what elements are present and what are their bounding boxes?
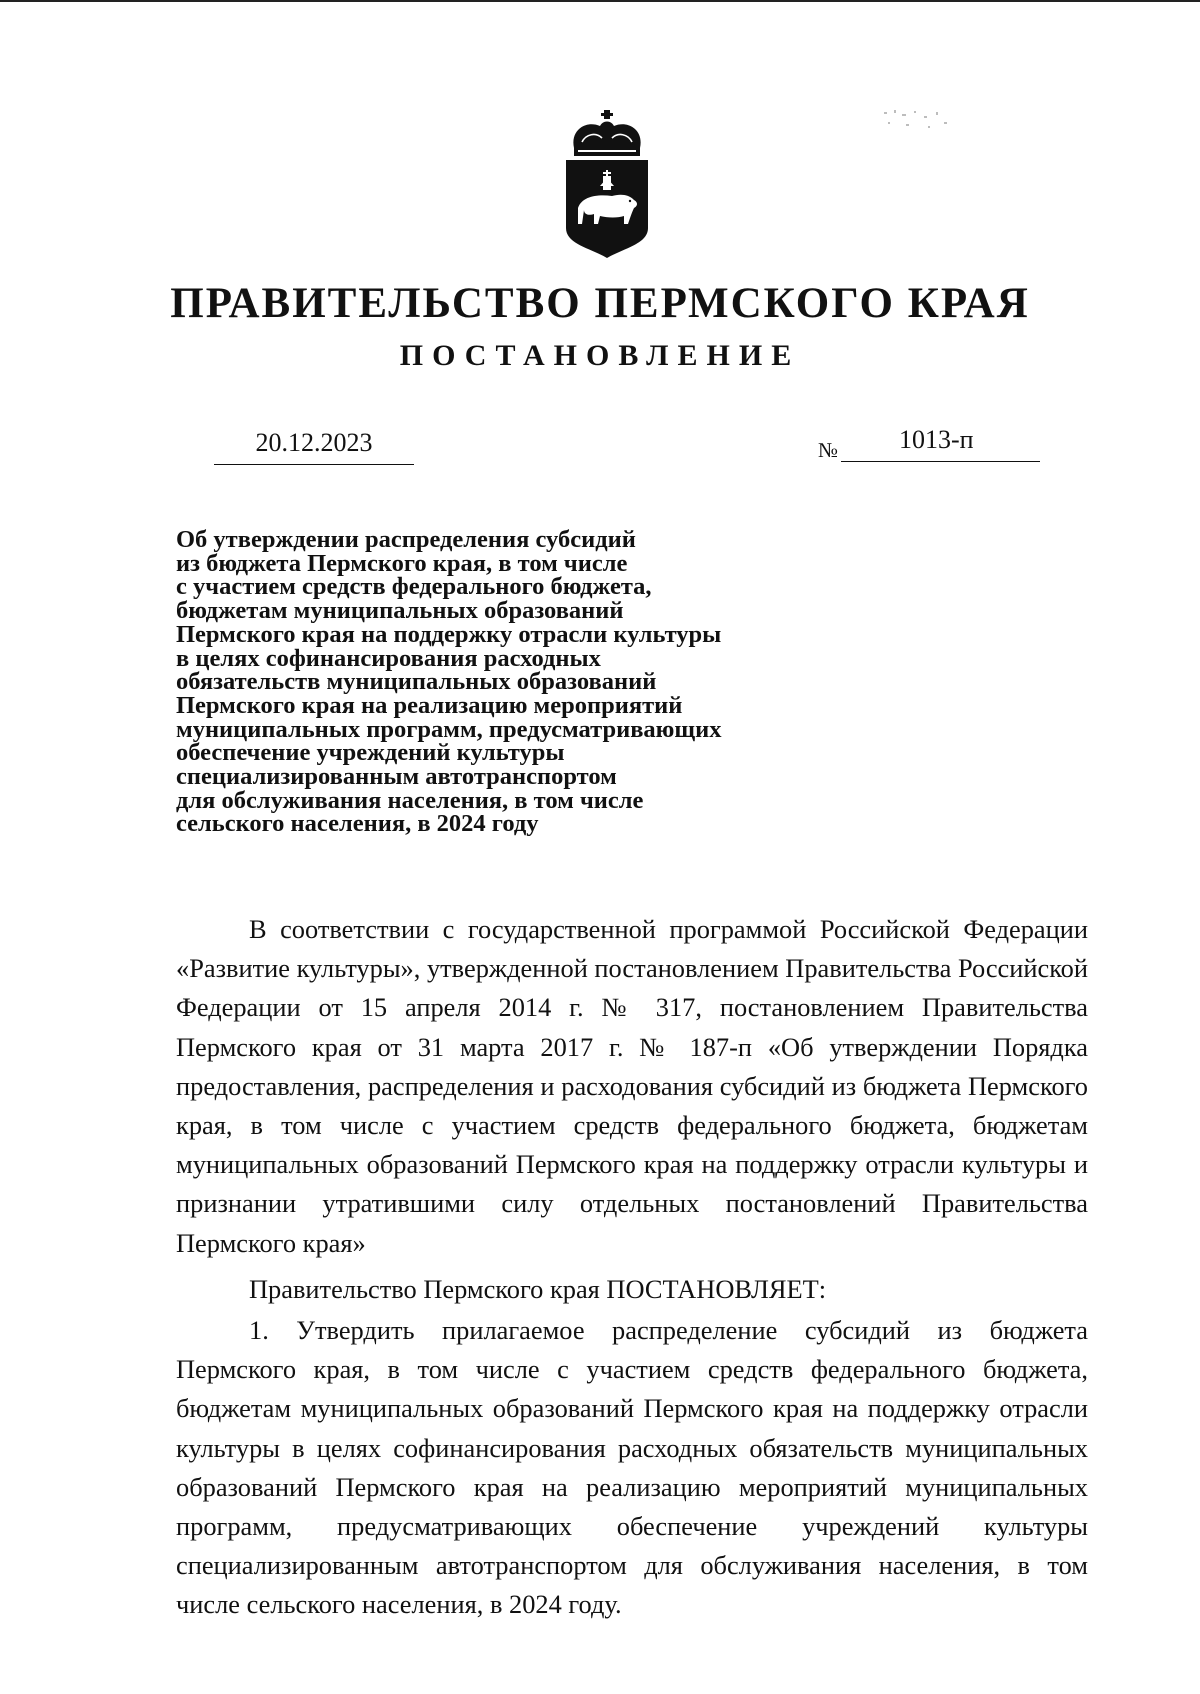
number-sign: №: [818, 438, 839, 462]
crown-icon: [573, 110, 640, 156]
perm-krai-coat-of-arms-icon: [562, 108, 652, 260]
subject-line: бюджетам муниципальных образований: [176, 597, 624, 625]
subject-line: обеспечение учреждений культуры: [176, 739, 565, 767]
scan-noise-mark: [880, 108, 960, 136]
subject-line: специализированным автотранспортом: [176, 763, 617, 791]
preamble-paragraph: В соответствии с государственной программой Российской Федерации «Развитие культуры», утвержденной постановлением Правительства Российской Федерации от 15 апреля 2014 г. № 317, постановлением Правительства Пермского края от 31 марта 2017 г. № 187-п «Об утверждении Порядка предоставления, распределения и расходования субсидий из бюджета Пермского края, в том числе с участием средств федерального бюджета, бюджетам муниципальных образований Пермского края на поддержку отрасли культуры и признании утратившими силу отдельных постановлений Правительства Пермского края»: [176, 914, 1088, 1258]
number-field: [841, 420, 1040, 462]
subject-line: Пермского края на реализацию мероприятий: [176, 691, 683, 719]
document-type: ПОСТАНОВЛЕНИЕ: [399, 339, 801, 372]
shield-icon: [566, 160, 648, 258]
subject-line: для обслуживания населения, в том числе: [176, 786, 644, 814]
date-field: [214, 423, 414, 465]
government-title: ПРАВИТЕЛЬСТВО ПЕРМСКОГО КРАЯ: [170, 280, 1030, 327]
item-1-paragraph: 1. Утвердить прилагаемое распределение субсидий из бюджета Пермского края, в том числе с участием средств федерального бюджета, бюджетам муниципальных образований Пермского края на поддержку отрасли культуры в целях софинансирования расходных обязательств муниципальных образований Пермского края на реализацию мероприятий муниципальных программ, предусматривающих обеспечение учреждений культуры специализированным автотранспортом для обслуживания населения, в том числе сельского населения, в 2024 году.: [176, 1315, 1088, 1620]
document-date: 20.12.2023: [255, 428, 373, 457]
subject-line: обязательств муниципальных образований: [176, 668, 657, 696]
document-subject: [176, 528, 836, 836]
scan-top-edge: [0, 0, 1200, 2]
subject-line: из бюджета Пермского края, в том числе: [176, 549, 628, 577]
subject-line: Об утверждении распределения субсидий: [176, 526, 636, 553]
subject-line: в целях софинансирования расходных: [176, 644, 601, 672]
resolves-paragraph: Правительство Пермского края ПОСТАНОВЛЯЕТ:: [249, 1273, 827, 1304]
document-body: [176, 910, 1088, 1625]
subject-line: с участием средств федерального бюджета,: [176, 573, 652, 601]
subject-line: сельского населения, в 2024 году: [176, 810, 539, 838]
subject-line: Пермского края на поддержку отрасли культуры: [176, 620, 722, 648]
subject-line: муниципальных программ, предусматривающих: [176, 715, 722, 743]
document-number: 1013-п: [899, 425, 974, 454]
